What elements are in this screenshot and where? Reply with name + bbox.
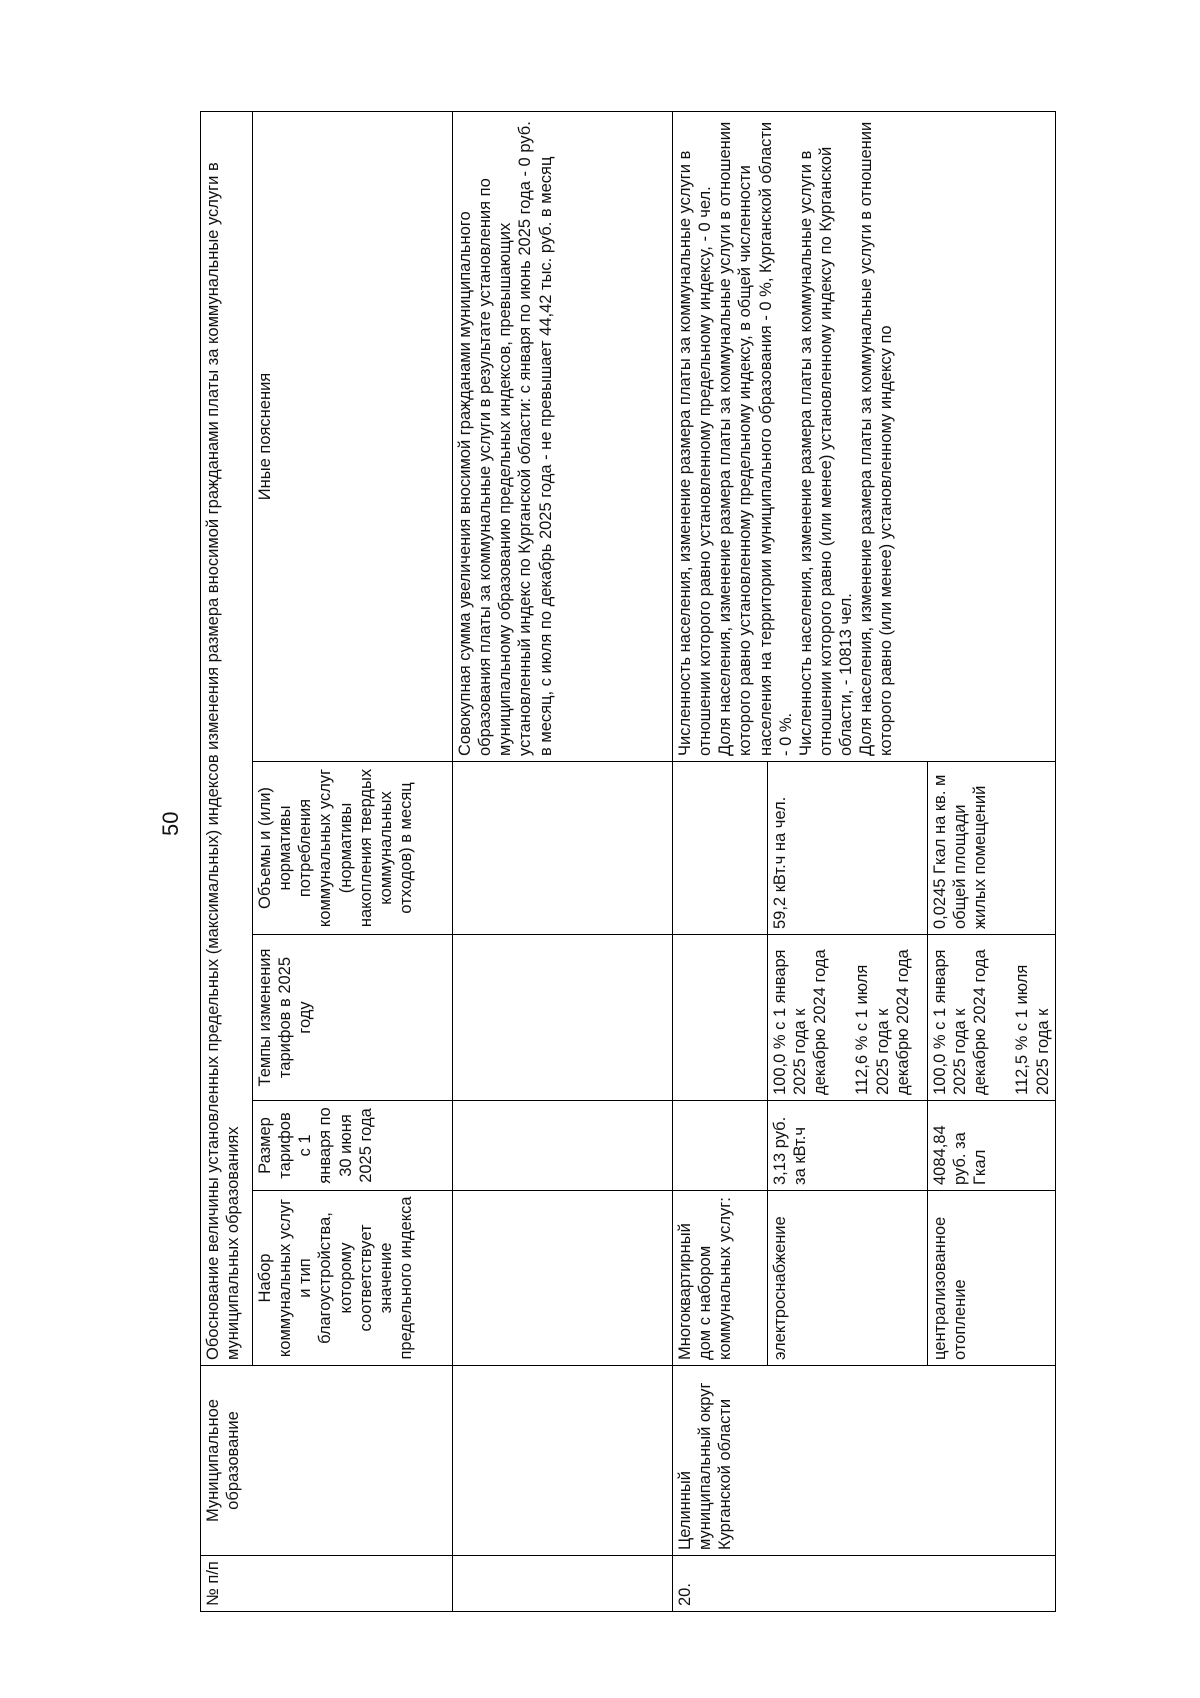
summary-row <box>453 111 673 1611</box>
service-rates <box>928 935 1056 1101</box>
service-name: централизованное отопление <box>928 1191 1056 1366</box>
note-line: Численность населения, изменение размера платы за коммунальные услуги в отношении которого равно установленному предельному индексу, - 0 чел. <box>676 150 715 756</box>
header-number: № п/п <box>201 1556 453 1612</box>
service-name: электроснабжение <box>768 1191 928 1366</box>
service-tariff: 3,13 руб. за кВт.ч <box>768 1101 928 1191</box>
page-number: 50 <box>158 811 183 836</box>
header-service-set: Набор коммунальных услуг и тип благоустройства, которому соответствует значение предельного индекса <box>253 1191 453 1366</box>
service-volume: 0,0245 Гкал на кв. м общей площади жилых помещений <box>928 762 1056 935</box>
house-type: Многоквартирный дом с набором коммунальных услуг: <box>673 1191 768 1366</box>
service-tariff: 4084,84 руб. за Гкал <box>928 1101 1056 1191</box>
note-line: Доля населения, изменение размера платы за коммунальные услуги в отношении которого равно установленному предельному индексу, в общей численности населения на территории муниципального образования - 0 %, Курганской области - 0 %. <box>716 121 795 756</box>
note-line: Доля населения, изменение размера платы за коммунальные услуги в отношении которого равно (или менее) установленному индексу по <box>857 121 896 756</box>
header-group-title: Обоснование величины установленных предельных (максимальных) индексов изменения размера вносимой гражданами платы за коммунальные услуги в муниципальных образованиях <box>201 111 253 1365</box>
row-notes <box>673 111 1056 761</box>
header-other-notes: Иные пояснения <box>253 111 453 761</box>
rate-july: 112,6 % с 1 июля 2025 года к декабрю 2024 года <box>853 949 912 1095</box>
rate-january: 100,0 % с 1 января 2025 года к декабрю 2024 года <box>931 949 990 1095</box>
row-number: 20. <box>673 1556 1056 1612</box>
summary-notes: Совокупная сумма увеличения вносимой гражданами муниципального образования платы за коммунальные услуги в результате установления по муниципальному образованию предельных индексов, превышающих установленный индекс по Курганской области: с января по июнь 2025 года - 0 руб. в месяц, с июля по декабрь 2025 года - не превышает 44,42 тыс. руб. в месяц <box>453 111 673 761</box>
note-line: Численность населения, изменение размера платы за коммунальные услуги в отношении которого равно (или менее) установленному индексу по Курганской области, - 10813 чел. <box>796 146 855 756</box>
index-justification-table <box>200 111 1056 1612</box>
municipality-name: Целинный муниципальный округ Курганской области <box>673 1366 1056 1556</box>
table-row-20 <box>673 111 768 1611</box>
rotated-page <box>200 112 1130 1612</box>
service-rates <box>768 935 928 1101</box>
rate-january: 100,0 % с 1 января 2025 года к декабрю 2024 года <box>771 949 830 1095</box>
header-tariff-size: Размер тарифов с 1 января по 30 июня 2025 года <box>253 1101 453 1191</box>
header-volumes: Объемы и (или) нормативы потребления коммунальных услуг (нормативы накопления твердых коммунальных отходов) в месяц <box>253 762 453 935</box>
service-volume: 59,2 кВт.ч на чел. <box>768 762 928 935</box>
header-municipality: Муниципальное образование <box>201 1366 453 1556</box>
header-tariff-rates: Темпы изменения тарифов в 2025 году <box>253 935 453 1101</box>
rate-july: 112,5 % с 1 июля 2025 года к <box>1013 964 1052 1095</box>
